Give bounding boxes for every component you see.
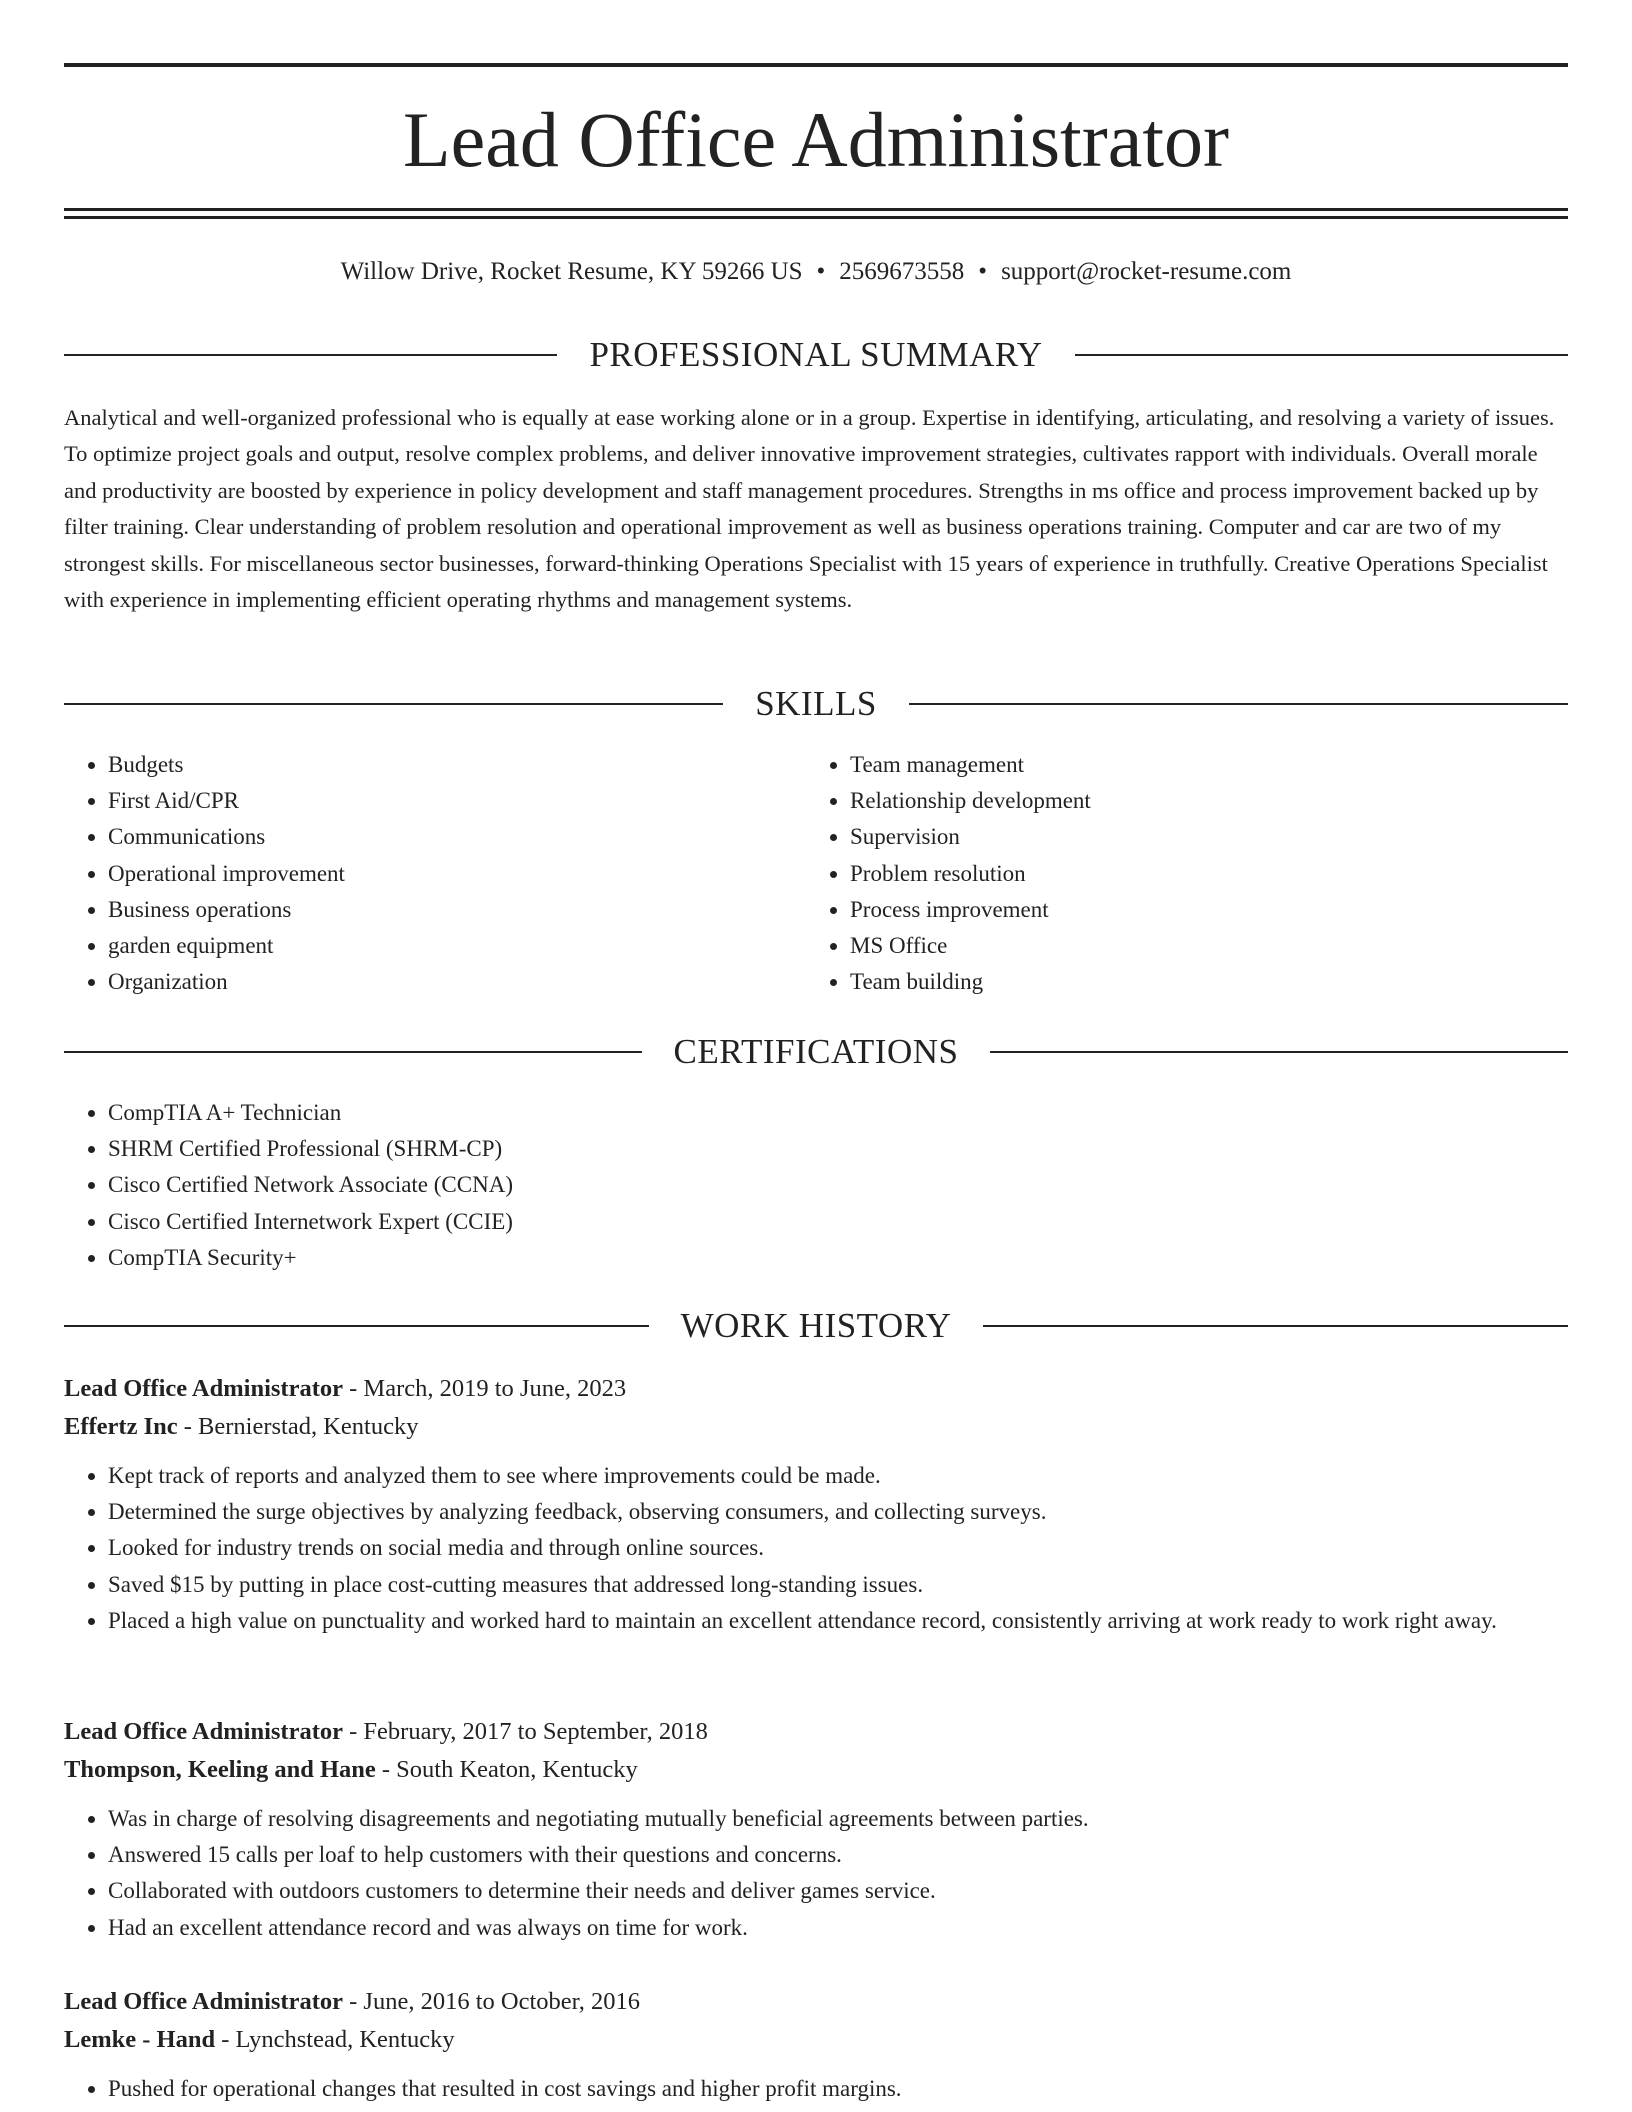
work-history-heading xyxy=(64,1304,1568,1348)
contact-address: Willow Drive, Rocket Resume, KY 59266 US xyxy=(340,258,803,285)
job-company: Effertz Inc xyxy=(64,1413,178,1440)
job-company-line xyxy=(64,2021,1568,2059)
job-bullet: • Collaborated with outdoors customers to determine their needs and deliver games service. xyxy=(108,1873,1568,1909)
skills-list xyxy=(64,747,1568,1000)
job-title: Lead Office Administrator xyxy=(64,1988,343,2015)
heading-rule xyxy=(64,1325,649,1327)
skill-item: • garden equipment xyxy=(108,928,806,964)
work-history-title: WORK HISTORY xyxy=(680,1306,952,1345)
summary-title: PROFESSIONAL SUMMARY xyxy=(589,335,1043,374)
certifications-title: CERTIFICATIONS xyxy=(673,1032,959,1071)
job-location: - Lynchstead, Kentucky xyxy=(215,2026,455,2053)
skills-column-right xyxy=(806,747,1548,1000)
job-title: Lead Office Administrator xyxy=(64,1375,343,1402)
job-bullet: • Was in charge of resolving disagreements and negotiating mutually beneficial agreements between parties. xyxy=(108,1801,1568,1837)
contact-email: support@rocket-resume.com xyxy=(1001,258,1292,285)
job-company-line xyxy=(64,1408,1568,1446)
job-location: - Bernierstad, Kentucky xyxy=(177,1413,419,1440)
skill-item: • Communications xyxy=(108,819,806,855)
job-entry xyxy=(64,1713,1568,1946)
job-title-line xyxy=(64,1370,1568,1408)
skill-item: • Supervision xyxy=(850,819,1548,855)
skill-item: • Business operations xyxy=(108,892,806,928)
skill-item: • MS Office xyxy=(850,928,1548,964)
certification-item: • CompTIA Security+ xyxy=(108,1240,1568,1276)
heading-rule xyxy=(909,703,1568,705)
skill-item: • First Aid/CPR xyxy=(108,783,806,819)
heading-rule xyxy=(983,1325,1568,1327)
skill-item: • Process improvement xyxy=(850,892,1548,928)
skills-heading xyxy=(64,682,1568,726)
job-bullet: • Looked for industry trends on social media and through online sources. xyxy=(108,1530,1568,1566)
skill-item: • Operational improvement xyxy=(108,856,806,892)
certifications-heading xyxy=(64,1030,1568,1074)
job-company: Lemke - Hand xyxy=(64,2026,216,2053)
job-company: Thompson, Keeling and Hane xyxy=(64,1756,376,1783)
contact-line xyxy=(64,254,1568,290)
heading-rule xyxy=(64,354,557,356)
skill-item: • Organization xyxy=(108,964,806,1000)
job-bullet: • Placed a high value on punctuality and worked hard to maintain an excellent attendance record, consistently arriving at work ready to work right away. xyxy=(108,1603,1568,1639)
job-dates: - June, 2016 to October, 2016 xyxy=(343,1988,641,2015)
job-bullet: • Pushed for operational changes that resulted in cost savings and higher profit margins. xyxy=(108,2071,1568,2107)
summary-text: Analytical and well-organized professional who is equally at ease working alone or in a group. Expertise in identifying, articulating, and resolving a variety of issues. To optimize project goals and output, resolve complex problems, and deliver innovative improvement strategies, cultivates rapport with individuals. Overall morale and productivity are boosted by experience in policy development and staff management procedures. Strengths in ms office and process improvement backed up by filter training. Clear understanding of problem resolution and operational improvement as well as business operations training. Computer and car are two of my strongest skills. For miscellaneous sector businesses, forward-thinking Operations Specialist with 15 years of experience in truthfully. Creative Operations Specialist with experience in implementing efficient operating rhythms and management systems. xyxy=(64,405,1555,613)
job-bullet: • Determined the surge objectives by analyzing feedback, observing consumers, and collecting surveys. xyxy=(108,1494,1568,1530)
double-rule xyxy=(64,208,1568,219)
certification-item: • SHRM Certified Professional (SHRM-CP) xyxy=(108,1131,1568,1167)
contact-separator: • xyxy=(978,258,988,285)
job-dates: - March, 2019 to June, 2023 xyxy=(343,1375,627,1402)
job-title: Lead Office Administrator xyxy=(64,1718,343,1745)
job-entry xyxy=(64,1370,1568,1639)
skill-item: • Problem resolution xyxy=(850,856,1548,892)
job-location: - South Keaton, Kentucky xyxy=(375,1756,638,1783)
certification-item: • CompTIA A+ Technician xyxy=(108,1095,1568,1131)
heading-rule xyxy=(64,703,723,705)
skill-item: • Team management xyxy=(850,747,1548,783)
job-bullet: • Kept track of reports and analyzed them to see where improvements could be made. xyxy=(108,1458,1568,1494)
skill-item: • Budgets xyxy=(108,747,806,783)
certifications-list xyxy=(64,1095,1568,1276)
skill-item: • Relationship development xyxy=(850,783,1548,819)
top-rule xyxy=(64,63,1568,67)
heading-rule xyxy=(990,1051,1568,1053)
job-title-line xyxy=(64,1713,1568,1751)
job-title-line xyxy=(64,1983,1568,2021)
job-company-line xyxy=(64,1751,1568,1789)
job-bullet: • Had an excellent attendance record and was always on time for work. xyxy=(108,1910,1568,1946)
job-bullet: • Answered 15 calls per loaf to help customers with their questions and concerns. xyxy=(108,1837,1568,1873)
heading-rule xyxy=(1075,354,1568,356)
heading-rule xyxy=(64,1051,642,1053)
contact-separator: • xyxy=(816,258,826,285)
skills-column-left xyxy=(64,747,806,1000)
certification-item: • Cisco Certified Network Associate (CCNA) xyxy=(108,1167,1568,1203)
contact-phone: 2569673558 xyxy=(839,258,965,285)
skill-item: • Team building xyxy=(850,964,1548,1000)
resume-name: Lead Office Administrator xyxy=(403,96,1229,183)
job-dates: - February, 2017 to September, 2018 xyxy=(343,1718,708,1745)
skills-title: SKILLS xyxy=(755,684,877,723)
job-bullet: • Saved $15 by putting in place cost-cutting measures that addressed long-standing issues. xyxy=(108,1567,1568,1603)
summary-heading xyxy=(64,333,1568,377)
certification-item: • Cisco Certified Internetwork Expert (CCIE) xyxy=(108,1204,1568,1240)
job-entry xyxy=(64,1983,1568,2107)
